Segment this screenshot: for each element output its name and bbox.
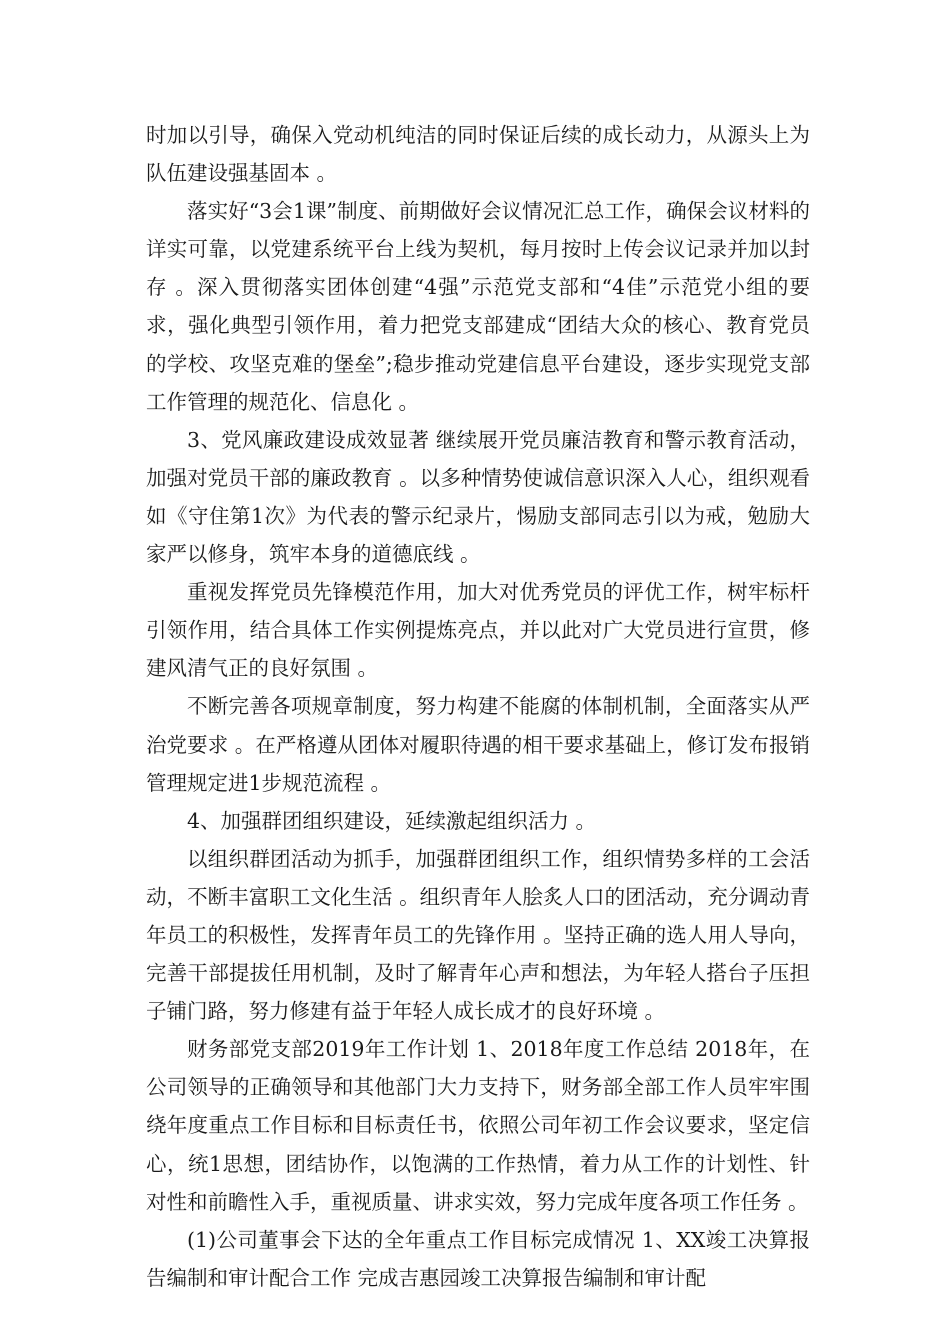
paragraph-4: 重视发挥党员先锋模范作用，加大对优秀党员的评优工作，树牢标杆引领作用，结合具体工作实例提炼亮点，并以此对广大党员进行宣贯，修建风清气正的良好氛围 。 — [146, 580, 810, 681]
document-body — [146, 116, 810, 1297]
paragraph-3: 3、党风廉政建设成效显著 继续展开党员廉洁教育和警示教育活动，加强对党员干部的廉政教育 。以多种情势使诚信意识深入人心，组织观看如《守住第1次》为代表的警示纪录片，惕励支部同志引以为戒，勉励大家严以修身，筑牢本身的道德底线 。 — [146, 427, 810, 567]
paragraph-6: 4、加强群团组织建设，延续激起组织活力 。 — [187, 808, 597, 833]
paragraph-9: (1)公司董事会下达的全年重点工作目标完成情况 1、XX竣工决算报告编制和审计配合工作 完成吉惠园竣工决算报告编制和审计配 — [146, 1227, 810, 1290]
paragraph-5: 不断完善各项规章制度，努力构建不能腐的体制机制，全面落实从严治党要求 。在严格遵从团体对履职待遇的相干要求基础上，修订发布报销管理规定进1步规范流程 。 — [146, 694, 810, 795]
paragraph-1: 时加以引导，确保入党动机纯洁的同时保证后续的成长动力，从源头上为队伍建设强基固本 。 — [146, 123, 810, 186]
paragraph-2: 落实好“3会1课”制度、前期做好会议情况汇总工作，确保会议材料的详实可靠，以党建系统平台上线为契机，每月按时上传会议记录并加以封存 。深入贯彻落实团体创建“4强”示范党支部和“4佳”示范党小组的要求，强化典型引领作用，着力把党支部建成“团结大众的核心、教育党员的学校、攻坚克难的堡垒”;稳步推动党建信息平台建设，逐步实现党支部工作管理的规范化、信息化 。 — [146, 199, 810, 414]
paragraph-7: 以组织群团活动为抓手，加强群团组织工作，组织情势多样的工会活动，不断丰富职工文化生活 。组织青年人脍炙人口的团活动，充分调动青年员工的积极性，发挥青年员工的先锋作用 。坚持正确的选人用人导向，完善干部提拔任用机制，及时了解青年心声和想法，为年轻人搭台子压担子铺门路，努力修建有益于年轻人成长成才的良好环境 。 — [146, 846, 810, 1024]
paragraph-8: 财务部党支部2019年工作计划 1、2018年度工作总结 2018年，在公司领导的正确领导和其他部门大力支持下，财务部全部工作人员牢牢围绕年度重点工作目标和目标责任书，依照公司年初工作会议要求，坚定信心，统1思想，团结协作，以饱满的工作热情，着力从工作的计划性、针对性和前瞻性入手，重视质量、讲求实效，努力完成年度各项工作任务 。 — [146, 1037, 810, 1214]
